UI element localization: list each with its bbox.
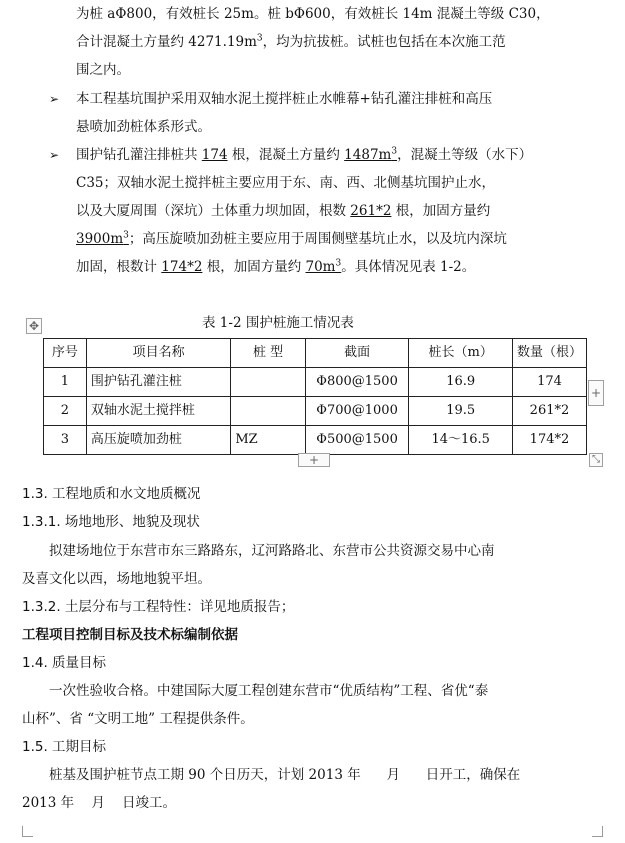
quality-paragraph-line-1: 一次性验收合格。中建国际大厦工程创建东营市“优质结构”工程、省优“泰	[49, 683, 489, 699]
table-cell: Φ800@1500	[305, 368, 409, 397]
bullet1-line-2: 悬喷加劲桩体系形式。	[76, 119, 211, 135]
bullet2-line-4: $3900m^3$；高压旋喷加劲桩主要应用于周围侧壁基坑止水，以及坑内深坑	[76, 230, 507, 247]
section-1-3-2-heading: 1.3.2. 土层分布与工程特性：详见地质报告；	[22, 599, 295, 615]
table-cell: Φ500@1500	[305, 426, 409, 455]
section-1-5-heading: 1.5. 工期目标	[22, 739, 107, 755]
table-header-cell: 项目名称	[86, 339, 230, 368]
table-cell: 2	[44, 397, 87, 426]
schedule-paragraph-line-1: 桩基及围护桩节点工期 90 个日历天，计划 2013 年 月 日开工，确保在	[49, 767, 521, 783]
control-targets-heading: 工程项目控制目标及技术标编制依据	[22, 627, 238, 643]
add-column-button[interactable]: +	[588, 380, 604, 406]
site-paragraph-line-1: 拟建场地位于东营市东三路路东，辽河路路北、东营市公共资源交易中心南	[49, 543, 495, 559]
table-cell: 1	[44, 368, 87, 397]
table-header-cell: 截面	[305, 339, 409, 368]
table-row	[44, 397, 587, 426]
table-move-handle-icon[interactable]: ✥	[26, 318, 42, 334]
table-cell: MZ	[231, 426, 305, 455]
table-cell: 高压旋喷加劲桩	[86, 426, 230, 455]
site-paragraph-line-2: 及喜文化以西，场地地貌平坦。	[22, 571, 211, 587]
table-cell: 16.9	[409, 368, 512, 397]
table-caption: 表 1-2 围护桩施工情况表	[202, 315, 354, 331]
page-corner-mark-bottom-left	[22, 826, 33, 837]
page-corner-mark-bottom-right	[592, 826, 603, 837]
table-header-cell: 桩长（m）	[409, 339, 512, 368]
intro-line-2: 合计混凝土方量约 $4271.19m^3$，均为抗拔桩。试桩也包括在本次施工范	[76, 33, 506, 50]
bullet-arrow-icon: ➢	[49, 148, 60, 162]
table-cell: 双轴水泥土搅拌桩	[86, 397, 230, 426]
table-cell: 174	[512, 368, 586, 397]
table-cell: Φ700@1000	[305, 397, 409, 426]
table-resize-handle-icon[interactable]: ⤡	[589, 453, 603, 467]
pile-construction-table	[43, 338, 587, 455]
table-cell: 围护钻孔灌注桩	[86, 368, 230, 397]
table-cell: 3	[44, 426, 87, 455]
bullet2-line-3: 以及大厦周围（深坑）土体重力坝加固，根数 261*2 根，加固方量约	[76, 203, 491, 219]
bullet1-line-1: 本工程基坑围护采用双轴水泥土搅拌桩止水帷幕+钻孔灌注排桩和高压	[76, 91, 493, 107]
section-1-3-1-heading: 1.3.1. 场地地形、地貌及现状	[22, 514, 200, 530]
bullet-arrow-icon: ➢	[49, 92, 60, 106]
table-row	[44, 426, 587, 455]
table-header-row	[44, 339, 587, 368]
table-header-cell: 桩 型	[231, 339, 305, 368]
bullet2-line-2: C35；双轴水泥土搅拌桩主要应用于东、南、西、北侧基坑围护止水，	[76, 175, 496, 191]
quality-paragraph-line-2: 山杯”、省 “文明工地” 工程提供条件。	[22, 711, 254, 727]
table-cell: 14～16.5	[409, 426, 512, 455]
intro-line-1: 为桩 aΦ800，有效桩长 25m。桩 bΦ600，有效桩长 14m 混凝土等级 C30，	[76, 6, 550, 22]
section-1-4-heading: 1.4. 质量目标	[22, 655, 107, 671]
table-cell: 174*2	[512, 426, 586, 455]
table-cell: 19.5	[409, 397, 512, 426]
table-header-cell: 数量（根）	[512, 339, 586, 368]
table-cell	[231, 368, 305, 397]
section-1-3-heading: 1.3. 工程地质和水文地质概况	[22, 486, 201, 502]
add-row-button[interactable]: +	[298, 453, 330, 467]
schedule-paragraph-line-2: 2013 年 月 日竣工。	[22, 795, 176, 811]
table-row	[44, 368, 587, 397]
table-cell	[231, 397, 305, 426]
table-header-cell: 序号	[44, 339, 87, 368]
table-cell: 261*2	[512, 397, 586, 426]
bullet2-line-1: 围护钻孔灌注排桩共 174 根，混凝土方量约 $1487m^3$，混凝土等级（水下）	[76, 146, 533, 163]
bullet2-line-5: 加固，根数计 174*2 根，加固方量约 $70m^3$。具体情况见表 1-2。	[76, 258, 476, 275]
intro-line-3: 围之内。	[76, 62, 130, 78]
